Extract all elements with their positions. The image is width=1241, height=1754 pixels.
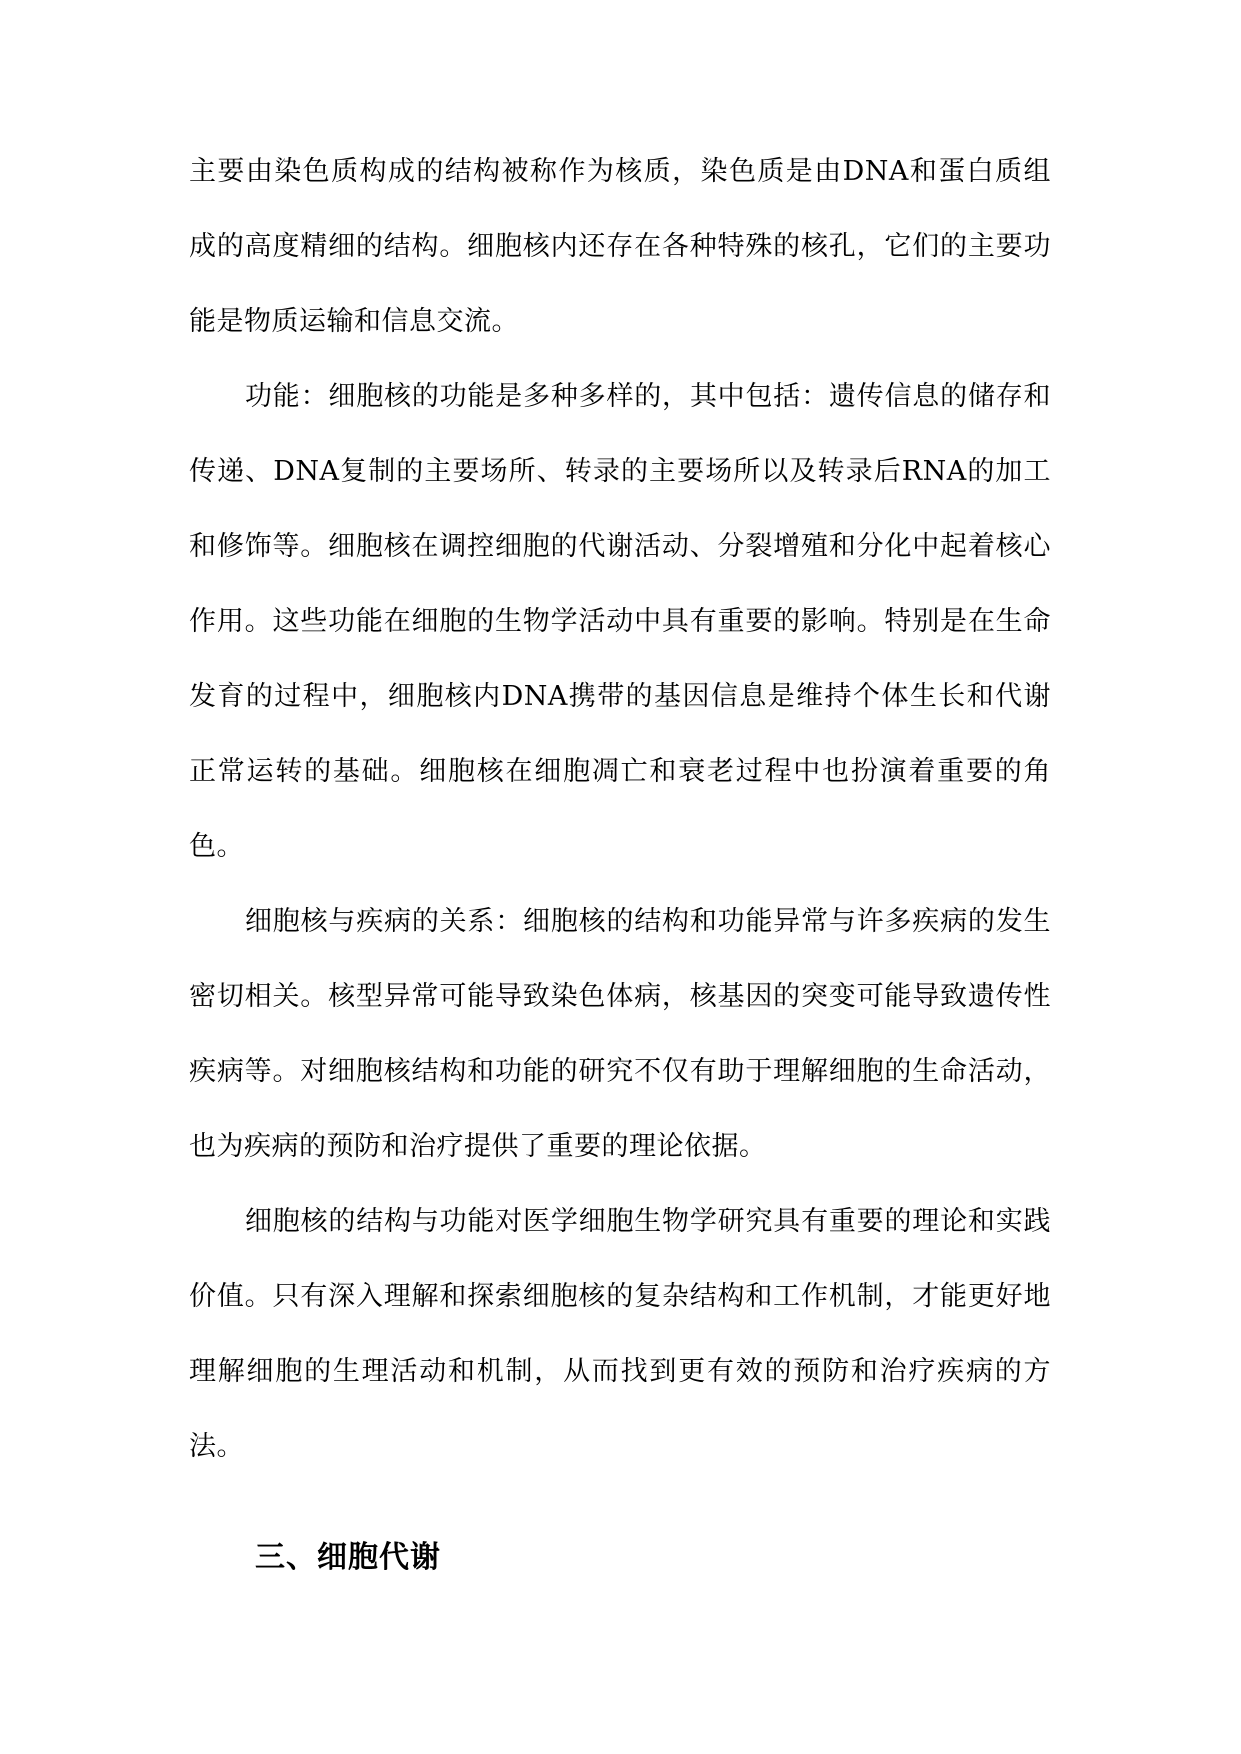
paragraph-nucleus-structure-continued: 主要由染色质构成的结构被称作为核质，染色质是由DNA和蛋白质组成的高度精细的结构。细胞核内还存在各种特殊的核孔，它们的主要功能是物质运输和信息交流。 — [189, 156, 1051, 337]
section-heading-cell-metabolism: 三、细胞代谢 — [255, 1540, 441, 1575]
paragraph-nucleus-disease: 细胞核与疾病的关系：细胞核的结构和功能异常与许多疾病的发生密切相关。核型异常可能导致染色体病，核基因的突变可能导致遗传性疾病等。对细胞核结构和功能的研究不仅有助于理解细胞的生命活动，也为疾病的预防和治疗提供了重要的理论依据。 — [189, 906, 1051, 1162]
paragraph-nucleus-function: 功能：细胞核的功能是多种多样的，其中包括：遗传信息的储存和传递、DNA复制的主要场所、转录的主要场所以及转录后RNA的加工和修饰等。细胞核在调控细胞的代谢活动、分裂增殖和分化中起着核心作用。这些功能在细胞的生物学活动中具有重要的影响。特别是在生命发育的过程中，细胞核内DNA携带的基因信息是维持个体生长和代谢正常运转的基础。细胞核在细胞凋亡和衰老过程中也扮演着重要的角色。 — [189, 381, 1051, 862]
paragraph-nucleus-summary: 细胞核的结构与功能对医学细胞生物学研究具有重要的理论和实践价值。只有深入理解和探索细胞核的复杂结构和工作机制，才能更好地理解细胞的生理活动和机制，从而找到更有效的预防和治疗疾病的方法。 — [189, 1206, 1051, 1462]
body-text — [189, 134, 1051, 1484]
